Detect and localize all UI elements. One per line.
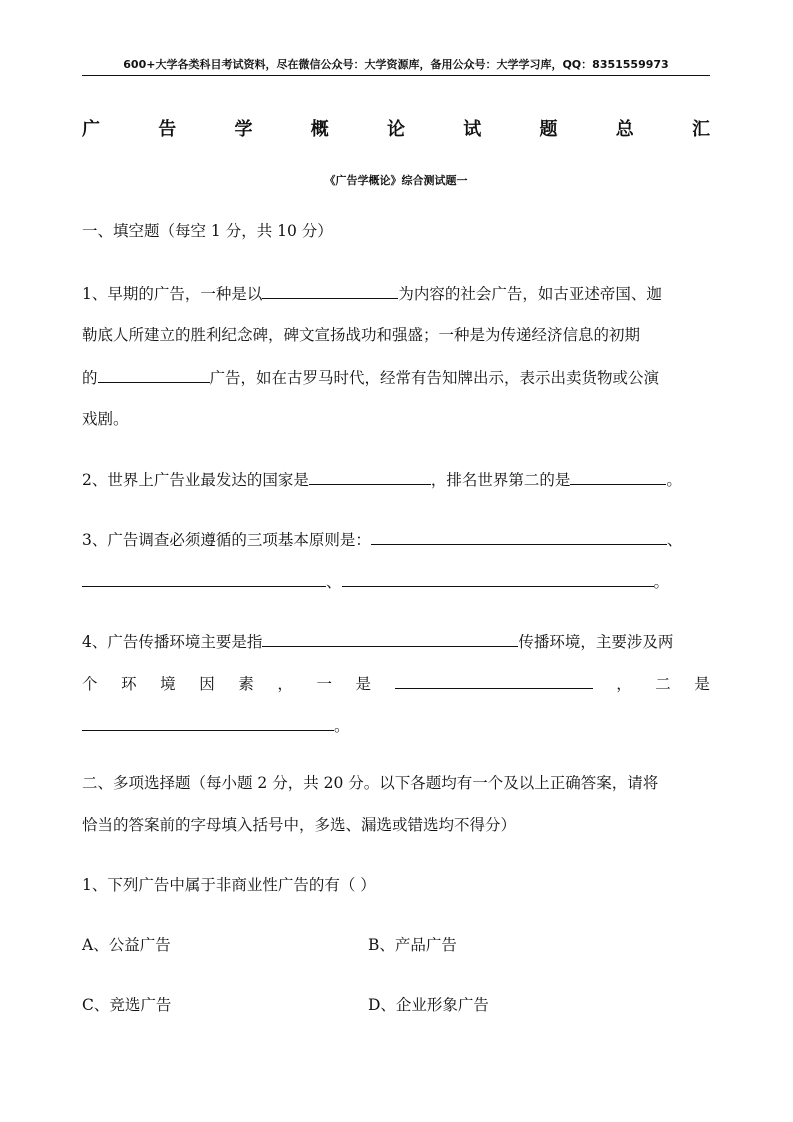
q3-line1 (82, 528, 682, 551)
q3-text-b: 、 (666, 531, 683, 549)
title-char: 概 (310, 119, 329, 140)
q4-char: 一 (316, 675, 332, 693)
q1-text-d: 广告，如在古罗马时代，经常有告知牌出示，表示出卖货物或公演 (209, 369, 660, 387)
q3-text-a: 3、广告调查必须遵循的三项基本原则是： (82, 531, 371, 549)
title-char: 汇 (692, 119, 710, 140)
q4-char: ， (277, 675, 293, 693)
q4-blank-1[interactable] (262, 630, 518, 647)
page-title (82, 118, 710, 142)
q3-line2 (82, 570, 669, 593)
q4-char: 是 (355, 675, 372, 693)
q4-line1 (82, 630, 673, 653)
q3-text-d: 。 (653, 573, 670, 591)
q2-text-a: 2、世界上广告业最发达的国家是 (82, 471, 309, 489)
section1-heading: 一、填空题（每空 1 分，共 10 分） (82, 222, 333, 240)
q2-line (82, 468, 682, 491)
mc-q1-stem: 1、下列广告中属于非商业性广告的有（ ） (82, 876, 376, 894)
q4-char: 素 (238, 675, 254, 693)
q2-blank-1[interactable] (309, 468, 431, 485)
title-char: 题 (539, 119, 558, 140)
q1-line1 (82, 282, 662, 305)
title-char: 告 (158, 119, 177, 140)
q1-line4: 戏剧。 (82, 410, 129, 428)
q4-text-end: 。 (334, 717, 350, 735)
q1-blank-1[interactable] (262, 282, 398, 299)
title-char: 学 (234, 119, 253, 140)
q2-text-c: 。 (666, 471, 682, 489)
q3-text-c: 、 (326, 573, 342, 591)
q4-char: 个 (82, 675, 98, 693)
header-text: 600+大学各类科目考试资料，尽在微信公众号：大学资源库，备用公众号：大学学习库，QQ：8351559973 (123, 58, 669, 71)
q4-line2 (82, 672, 710, 695)
q2-text-b: ，排名世界第二的是 (430, 471, 571, 489)
q4-char: 因 (199, 675, 215, 693)
section2-heading-line2: 恰当的答案前的字母填入括号中，多选、漏选或错选均不得分） (82, 816, 517, 834)
q4-text-b: 传播环境，主要涉及两 (518, 633, 674, 651)
q1-text-b: 为内容的社会广告，如古亚述帝国、迦 (398, 285, 662, 303)
section2-heading-line1: 二、多项选择题（每小题 2 分，共 20 分。以下各题均有一个及以上正确答案，请将 (82, 774, 659, 792)
q4-comma: ， (616, 675, 632, 693)
mc-q1-option-c[interactable]: C、竞选广告 (82, 996, 172, 1014)
q1-text-c: 的 (82, 369, 98, 387)
q4-blank-2[interactable] (395, 672, 593, 689)
q1-line3 (82, 366, 659, 389)
q4-text-a: 4、广告传播环境主要是指 (82, 633, 263, 651)
q4-er: 二 (655, 675, 671, 693)
mc-q1-option-b[interactable]: B、产品广告 (368, 936, 457, 954)
title-char: 论 (387, 119, 405, 140)
subtitle: 《广告学概论》综合测试题一 (324, 174, 468, 187)
header-rule (82, 75, 710, 76)
q3-blank-1[interactable] (371, 528, 667, 545)
q1-text-a: 1、早期的广告，一种是以 (82, 285, 263, 303)
q3-blank-2[interactable] (82, 570, 326, 587)
q1-line2: 勒底人所建立的胜利纪念碑，碑文宣扬战功和强盛；一种是为传递经济信息的初期 (82, 326, 641, 344)
title-char: 广 (82, 119, 100, 140)
mc-q1-option-a[interactable]: A、公益广告 (82, 936, 171, 954)
q4-char: 境 (160, 675, 176, 693)
title-char: 试 (463, 119, 482, 140)
q2-blank-2[interactable] (570, 468, 666, 485)
q3-blank-3[interactable] (342, 570, 654, 587)
q4-shi: 是 (694, 675, 710, 693)
title-char: 总 (615, 119, 634, 140)
q4-char: 环 (121, 675, 137, 693)
q4-blank-3[interactable] (82, 714, 334, 731)
q1-blank-2[interactable] (98, 366, 210, 383)
q4-line3 (82, 714, 350, 737)
mc-q1-option-d[interactable]: D、企业形象广告 (368, 996, 489, 1014)
